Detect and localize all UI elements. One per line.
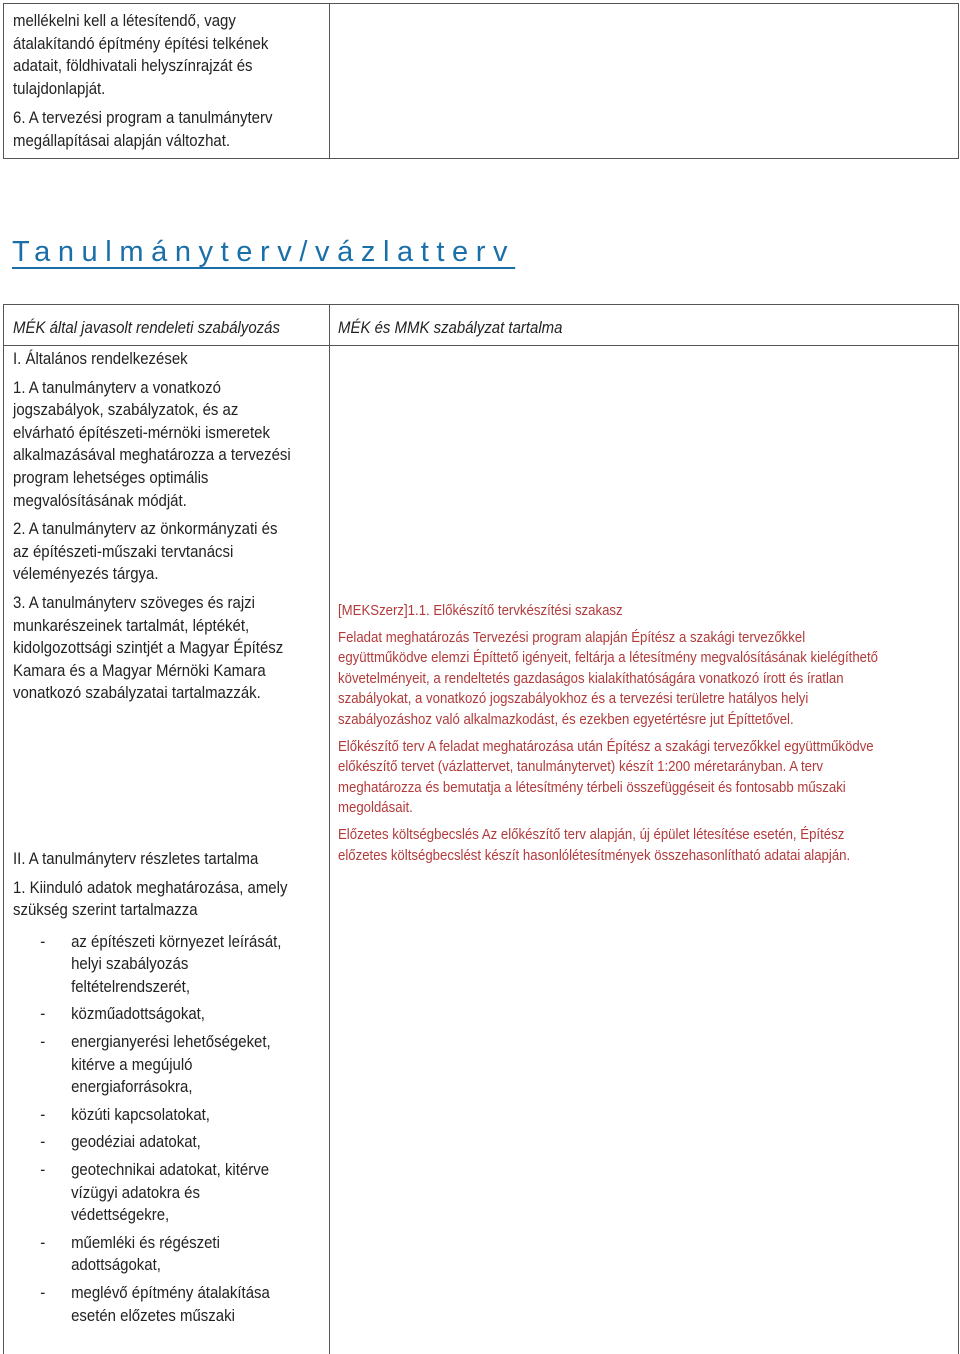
list-item <box>13 1282 291 1327</box>
paragraph-item-ii-1 <box>13 877 291 922</box>
text-line: energianyerési lehetőségeket, <box>71 1032 271 1052</box>
text-line: szükség szerint tartalmazza <box>13 900 198 920</box>
bullet-dash: - <box>40 1132 46 1152</box>
list-item <box>13 1031 291 1099</box>
text-line: 6. A tervezési program a tanulmányterv <box>13 108 273 128</box>
text-line: előkészítő tervet (vázlattervet, tanulmánytervet) készít 1:200 méretarányban. A terv <box>338 758 823 776</box>
paragraph-feladat <box>338 628 878 731</box>
paragraph-item-3 <box>13 592 291 705</box>
text-line: Előkészítő terv A feladat meghatározása után Építész a szakági tervezőkkel együttműködve <box>338 737 874 755</box>
text-line: megvalósításának módját. <box>13 490 187 510</box>
left-column-header: MÉK által javasolt rendeleti szabályozás <box>13 318 280 337</box>
text-line: 1. Kiinduló adatok meghatározása, amely <box>13 877 288 897</box>
text-line: kidolgozottsági szintjét a Magyar Építész <box>13 638 284 658</box>
text-line: szabályozáshoz való alkalmazkodást, és ezekben egyetértésre jut Építtetővel. <box>338 710 794 728</box>
column-divider <box>329 4 330 158</box>
page-heading: Tanulmányterv/vázlatterv <box>12 236 516 268</box>
text-line: program lehetséges optimális <box>13 467 209 487</box>
text-line: feltételrendszerét, <box>71 976 191 996</box>
text-line: 1. A tanulmányterv a vonatkozó <box>13 377 221 397</box>
text-line: az építészeti-műszaki tervtanácsi <box>13 541 234 561</box>
text-line: elvárható építészeti-mérnöki ismeretek <box>13 422 270 442</box>
text-line: helyi szabályozás <box>71 954 189 974</box>
bullet-dash: - <box>40 1104 46 1124</box>
bullet-dash: - <box>40 931 46 951</box>
text-line: kitérve a megújuló <box>71 1054 193 1074</box>
right-column-header: MÉK és MMK szabályzat tartalma <box>338 318 563 337</box>
text-line: előzetes költségbecslést készít hasonlólétesítmények összehasonlítható adatai alapján. <box>338 846 851 864</box>
text-line: geodéziai adatokat, <box>71 1132 201 1152</box>
text-line: energiaforrásokra, <box>71 1077 193 1097</box>
paragraph-item-1 <box>13 377 291 513</box>
text-line: vonatkozó szabályzatai tartalmazzák. <box>13 683 261 703</box>
bullet-dash: - <box>40 1160 46 1180</box>
text-line: véleményezés tárgya. <box>13 564 159 584</box>
text-line: munkarészeinek tartalmát, léptékét, <box>13 615 250 635</box>
top-table <box>3 3 959 159</box>
text-line: adatait, földhivatali helyszínrajzát és <box>13 56 253 76</box>
text-line: vízügyi adatokra és <box>71 1182 200 1202</box>
list-item <box>13 1232 291 1277</box>
text-line: geotechnikai adatokat, kitérve <box>71 1160 270 1180</box>
text-line: tulajdonlapját. <box>13 78 106 98</box>
text-line: 3. A tanulmányterv szöveges és rajzi <box>13 592 255 612</box>
list-item <box>13 1159 291 1227</box>
text-line: 2. A tanulmányterv az önkormányzati és <box>13 519 278 539</box>
bullet-list <box>13 931 291 1328</box>
text-line: védettségekre, <box>71 1205 170 1225</box>
text-line: átalakítandó építmény építési telkének <box>13 33 269 53</box>
top-cell-text <box>13 10 272 153</box>
text-line: Feladat meghatározás Tervezési program alapján Építész a szakági tervezőkkel <box>338 628 806 646</box>
text-line: adottságokat, <box>71 1255 161 1275</box>
text-line: szabályokat, a vonatkozó jogszabályokhoz és a tervezési területre hatályos helyi <box>338 690 809 708</box>
paragraph-item-2 <box>13 518 291 586</box>
list-item <box>13 1003 291 1026</box>
main-table <box>3 304 959 1354</box>
text-line: közúti kapcsolatokat, <box>71 1104 210 1124</box>
bullet-dash: - <box>40 1232 46 1252</box>
left-column-content <box>13 348 291 1327</box>
text-line: esetén előzetes műszaki <box>71 1305 235 1325</box>
text-line: műemléki és régészeti <box>71 1232 220 1252</box>
text-line: Kamara és a Magyar Mérnöki Kamara <box>13 660 266 680</box>
right-column-content <box>338 601 878 866</box>
column-divider <box>329 305 330 1354</box>
text-line: Előzetes költségbecslés Az előkészítő terv alapján, új épület létesítése esetén, Építész <box>338 825 845 843</box>
list-item <box>13 931 291 999</box>
section-title: II. A tanulmányterv részletes tartalma <box>13 848 259 868</box>
list-item <box>13 1131 291 1154</box>
list-item <box>13 1104 291 1127</box>
header-rule <box>4 345 958 346</box>
text-line: együttműködve elemzi Építtető igényeit, feltárja a létesítmény megvalósításának kielégíthető <box>338 649 879 667</box>
bullet-dash: - <box>40 1032 46 1052</box>
text-line: meghatározza és bemutatja a létesítmény térbeli összefüggéseit és fontosabb műszaki <box>338 778 846 796</box>
text-line: mellékelni kell a létesítendő, vagy <box>13 11 236 30</box>
text-line: alkalmazásával meghatározza a tervezési <box>13 445 291 465</box>
text-line: meglévő építmény átalakítása <box>71 1283 270 1302</box>
reference-title: [MEKSzerz]1.1. Előkészítő tervkészítési szakasz <box>338 602 623 619</box>
text-line: közműadottságokat, <box>71 1004 205 1024</box>
bullet-dash: - <box>40 1004 46 1024</box>
paragraph-elokeszito <box>338 737 878 819</box>
text-line: az építészeti környezet leírását, <box>71 931 282 951</box>
paragraph-koltsegbecsles <box>338 825 878 866</box>
section-title: I. Általános rendelkezések <box>13 349 188 368</box>
text-line: megállapításai alapján változhat. <box>13 130 231 150</box>
text-line: megoldásait. <box>338 799 413 817</box>
text-line: követelményeit, a rendeltetés gazdaságos kialakíthatóságára vonatkozó írott és íratlan <box>338 669 844 687</box>
bullet-dash: - <box>40 1283 46 1302</box>
text-line: jogszabályok, szabályzatok, és az <box>13 400 239 420</box>
